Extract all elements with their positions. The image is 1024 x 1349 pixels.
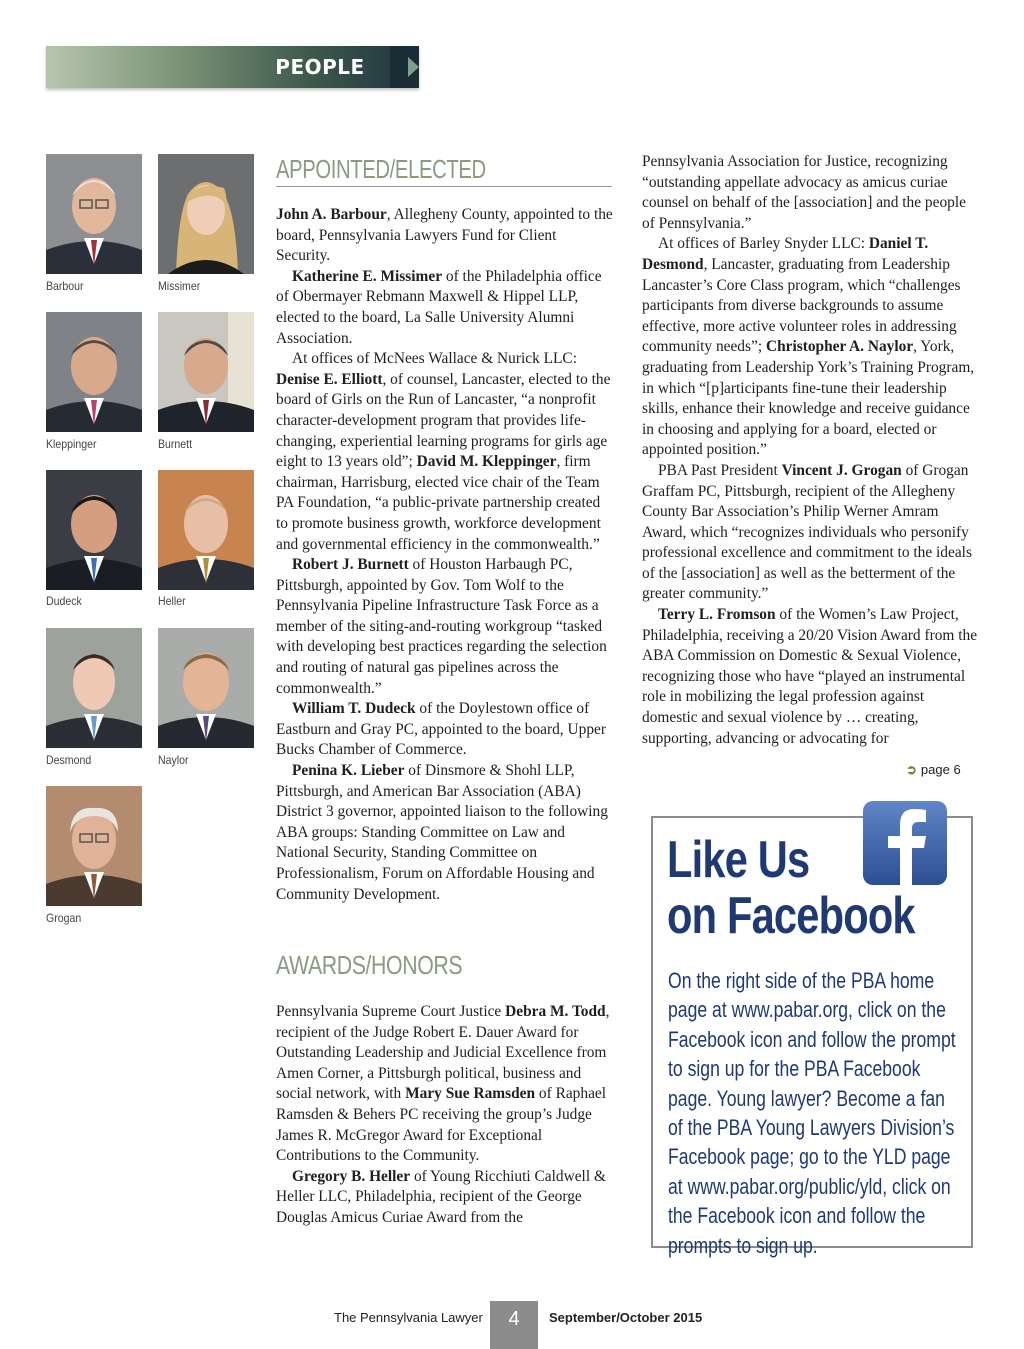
person-name: Terry L. Fromson	[658, 606, 776, 624]
person-name: Christopher A. Naylor	[765, 338, 914, 356]
section-heading-awards: AWARDS/HONORS	[276, 950, 463, 980]
paragraph: At offices of Barley Snyder LLC: Daniel T. Desmond, Lancaster, graduating from Leadership Lancaster’s Core Class program, which “challenges participants from diverse backgrounds to assume effective, more active volunteer roles in addressing community needs”; Christopher A. Naylor, York, graduating from Leadership York’s Training Program, in which “[p]articipants fine-tune their leadership skills, enhance their knowledge and receive guidance in choosing and applying for a board, elected or appointed position.”	[642, 235, 975, 459]
play-arrow-icon	[408, 57, 419, 77]
person-name: Gregory B. Heller	[292, 1167, 411, 1185]
photo-caption: Barbour	[46, 279, 84, 293]
photo-caption: Naylor	[158, 753, 189, 767]
photo-caption: Desmond	[46, 753, 92, 767]
paragraph: Pennsylvania Supreme Court Justice Debra M. Todd, recipient of the Judge Robert E. Dauer Award for Outstanding Leadership and Judicial Excellence from Amen Corner, a Pittsburgh political, business and social network, with Mary Sue Ramsden of Raphael Ramsden & Behers PC receiving the group’s Judge James R. McGregor Award for Exceptional Contributions to the Community.	[276, 1003, 610, 1165]
person-name: Vincent J. Grogan	[781, 461, 902, 479]
appointed-column	[276, 205, 614, 905]
paragraph: Terry L. Fromson of the Women’s Law Project, Philadelphia, receiving a 20/20 Vision Award from the ABA Commission on Domestic & Sexual Violence, recognizing those who have “played an instrumental role in mobilizing the legal profession against domestic and sexual violence by … creating, supporting, advancing or advocating for	[642, 606, 978, 747]
photo-caption: Heller	[158, 594, 186, 608]
person-name: Katherine E. Missimer	[292, 267, 443, 285]
photo-caption: Kleppinger	[46, 437, 97, 451]
footer-issue: September/October 2015	[549, 1310, 703, 1325]
person-name: Mary Sue Ramsden	[405, 1085, 536, 1103]
person-name: John A. Barbour	[276, 206, 387, 223]
person-name: Denise E. Elliott	[276, 370, 383, 388]
paragraph: John A. Barbour, Allegheny County, appointed to the board, Pennsylvania Lawyers Fund for Client Security.	[276, 206, 613, 265]
paragraph: Katherine E. Missimer of the Philadelphia office of Obermayer Rebmann Maxwell & Hippel LLP, elected to the board, La Salle University Alumni Association.	[276, 267, 602, 347]
paragraph: Pennsylvania Association for Justice, recognizing “outstanding appellate advocacy as amicus curiae counsel on behalf of the [association] and the people of Pennsylvania.”	[642, 153, 966, 232]
banner-label: PEOPLE	[275, 55, 365, 79]
paragraph: Gregory B. Heller of Young Ricchiuti Caldwell & Heller LLC, Philadelphia, recipient of the George Douglas Amicus Curiae Award from the	[276, 1167, 606, 1226]
section-banner	[46, 46, 419, 88]
facebook-promo-body: On the right side of the PBA home page at www.pabar.org, click on the Facebook icon and follow the prompt to sign up for the PBA Facebook page. Young lawyer? Become a fan of the PBA Young Lawyers Division’s Facebook page; go to the YLD page at www.pabar.org/public/yld, click on the Facebook icon and follow the prompts to sign up.	[668, 968, 956, 1258]
continue-arrow-icon: ➲	[906, 762, 917, 777]
headshot-photo-missimer	[158, 154, 254, 274]
headshot-photo-kleppinger	[46, 312, 142, 432]
headshot-photo-desmond	[46, 628, 142, 748]
headshot-photo-burnett	[158, 312, 254, 432]
headshot-photo-grogan	[46, 786, 142, 906]
photo-caption: Missimer	[158, 279, 201, 293]
photo-caption: Grogan	[46, 911, 82, 925]
right-column	[642, 152, 980, 749]
footer-page-number: 4	[490, 1301, 538, 1349]
paragraph: At offices of McNees Wallace & Nurick LLC: Denise E. Elliott, of counsel, Lancaster, elected to the board of Girls on the Run of Lancaster, “a nonprofit character-development program that provides life-changing, experiential learning programs for girls age eight to 13 years old”; David M. Kleppinger, firm chairman, Harrisburg, elected vice chair of the Team PA Foundation, “a public-private partnership created to promote business growth, workforce development and governmental efficiency in the commonwealth.”	[276, 350, 611, 553]
headshot-photo-naylor	[158, 628, 254, 748]
paragraph: William T. Dudeck of the Doylestown office of Eastburn and Gray PC, appointed to the board, Upper Bucks Chamber of Commerce.	[276, 700, 606, 759]
awards-column	[276, 1002, 614, 1229]
photo-caption: Dudeck	[46, 594, 82, 608]
facebook-promo-title: Like Us on Facebook	[667, 831, 915, 945]
paragraph: Penina K. Lieber of Dinsmore & Shohl LLP, Pittsburgh, and American Bar Association (ABA) District 3 governor, appointed liaison to the following ABA groups: Standing Committee on Law and National Security, Standing Committee on Professionalism, Forum on Affordable Housing and Community Development.	[276, 762, 608, 903]
headshot-photo-dudeck	[46, 470, 142, 590]
continue-label: page 6	[920, 762, 961, 777]
paragraph: PBA Past President Vincent J. Grogan of Grogan Graffam PC, Pittsburgh, recipient of the Allegheny County Bar Association’s Philip Werner Amram Award, which “recognizes individuals who personify professional excellence and commitment to the ideals of the [association] as well as the betterment of the greater community.”	[642, 461, 972, 603]
person-name: Penina K. Lieber	[292, 762, 405, 780]
photo-caption: Burnett	[158, 437, 193, 451]
person-name: William T. Dudeck	[292, 700, 416, 718]
person-name: Debra M. Todd	[505, 1003, 606, 1020]
person-name: Robert J. Burnett	[292, 556, 409, 574]
section-heading-appointed: APPOINTED/ELECTED	[276, 154, 486, 184]
continued-on-page-link[interactable]	[906, 762, 961, 778]
person-name: Daniel T. Desmond	[642, 235, 929, 273]
person-name: David M. Kleppinger	[416, 453, 557, 471]
headshot-photo-heller	[158, 470, 254, 590]
paragraph: Robert J. Burnett of Houston Harbaugh PC, Pittsburgh, appointed by Gov. Tom Wolf to the Pennsylvania Pipeline Infrastructure Task Force as a member of the siting-and-routing workgroup “tasked with developing best practices regarding the selection and routing of natural gas pipelines across the commonwealth.”	[276, 556, 607, 697]
heading-divider	[276, 186, 612, 187]
footer-publication: The Pennsylvania Lawyer	[334, 1310, 483, 1325]
headshot-photo-barbour	[46, 154, 142, 274]
